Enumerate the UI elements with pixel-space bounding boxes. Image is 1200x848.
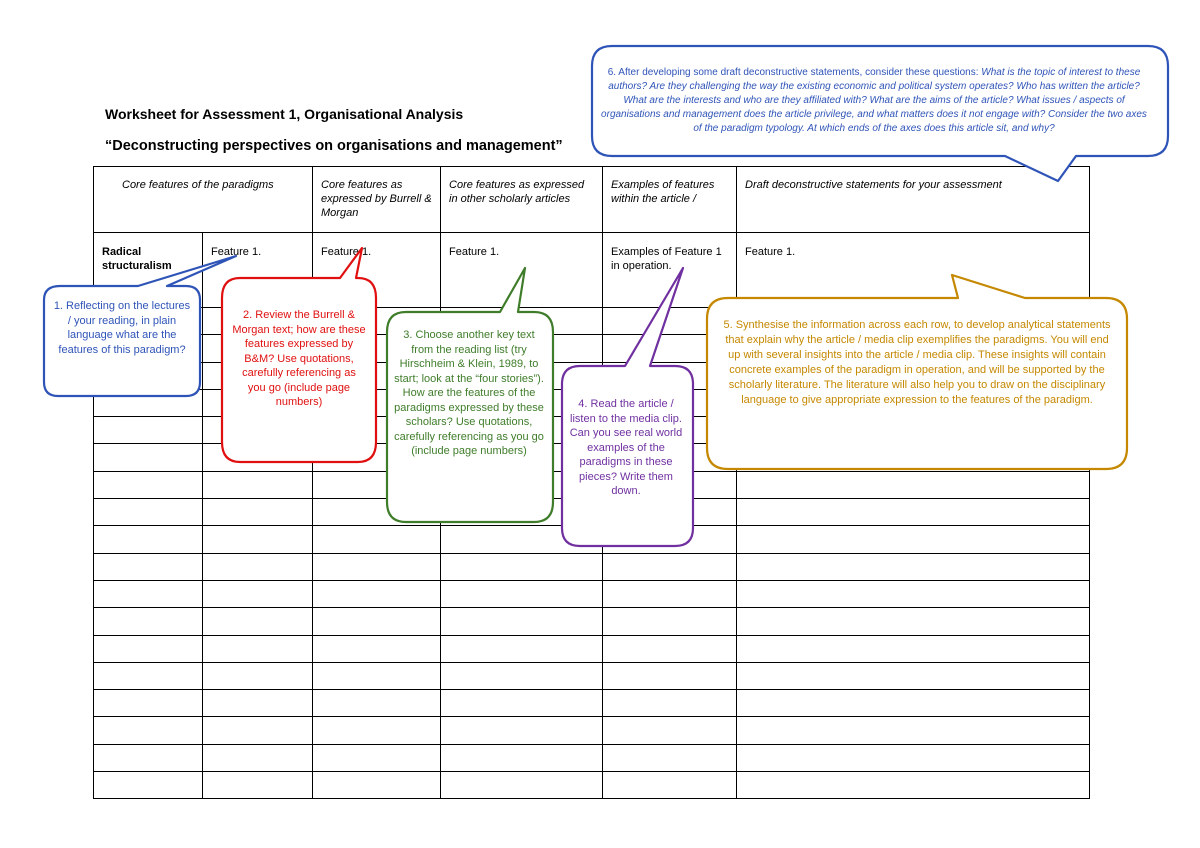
callout-2-text: 2. Review the Burrell & Morgan text; how are these features expressed by B&M? Use quotations, carefully referencing as you go (include page numbers): [232, 309, 366, 408]
table-cell[interactable]: Feature 1.: [441, 233, 603, 308]
table-cell[interactable]: Feature 1.: [737, 233, 1090, 308]
table-cell[interactable]: Examples of Feature 1 in operation.: [603, 233, 737, 308]
column-header-scholarly-articles: Core features as expressed in other scholarly articles: [441, 167, 603, 233]
callout-5-text: 5. Synthesise the information across each row, to develop analytical statements that explain why the article / media clip exemplifies the paradigms. You will end up with several insights into the article / media clip. These insights will contain concrete examples of the paradigm in operation, and will be supported by the scholarly literature. The literature will also help you to draw on the disciplinary language to give appropriate expression to the features of the paradigm.: [723, 319, 1111, 406]
callout-6-intro: 6. After developing some draft deconstructive statements, consider these questions:: [607, 67, 982, 78]
column-header-examples: Examples of features within the article /: [603, 167, 737, 233]
callout-6-questions: What is the topic of interest to these authors? Are they challenging the way the existing economic and political system operates? Who has written the article? What are the interests and who are they affiliated with? What are the aims of the article? What issues / aspects of organisations and management does the article privilege, and what matters does it not engage with? Consider the two axes of the paradigm typology. At which ends of the axes does this article sit, and why?: [601, 67, 1147, 134]
callout-1-text: 1. Reflecting on the lectures / your reading, in plain language what are the features of this paradigm?: [53, 300, 191, 356]
table-cell[interactable]: Feature 1.: [313, 233, 441, 308]
table-cell[interactable]: Feature 1.: [203, 233, 313, 308]
column-header-burrell-morgan: Core features as expressed by Burrell & Morgan: [313, 167, 441, 233]
callout-3-text: 3. Choose another key text from the reading list (try Hirschheim & Klein, 1989, to start; look at the “four stories”). How are the features of the paradigms expressed by these scholars? Use quotations, carefully referencing as you go (include page numbers): [394, 329, 544, 457]
paradigm-label: Radical structuralism: [94, 233, 203, 308]
column-header-draft-statements: Draft deconstructive statements for your assessment: [737, 167, 1090, 233]
worksheet-subtitle: “Deconstructing perspectives on organisations and management”: [105, 138, 563, 154]
column-header-core-features: Core features of the paradigms: [94, 167, 313, 233]
worksheet-title: Worksheet for Assessment 1, Organisational Analysis: [105, 106, 464, 122]
callout-4-text: 4. Read the article / listen to the media clip. Can you see real world examples of the paradigms in these pieces? Write them down.: [569, 398, 683, 497]
callout-6-text: [598, 66, 1150, 136]
